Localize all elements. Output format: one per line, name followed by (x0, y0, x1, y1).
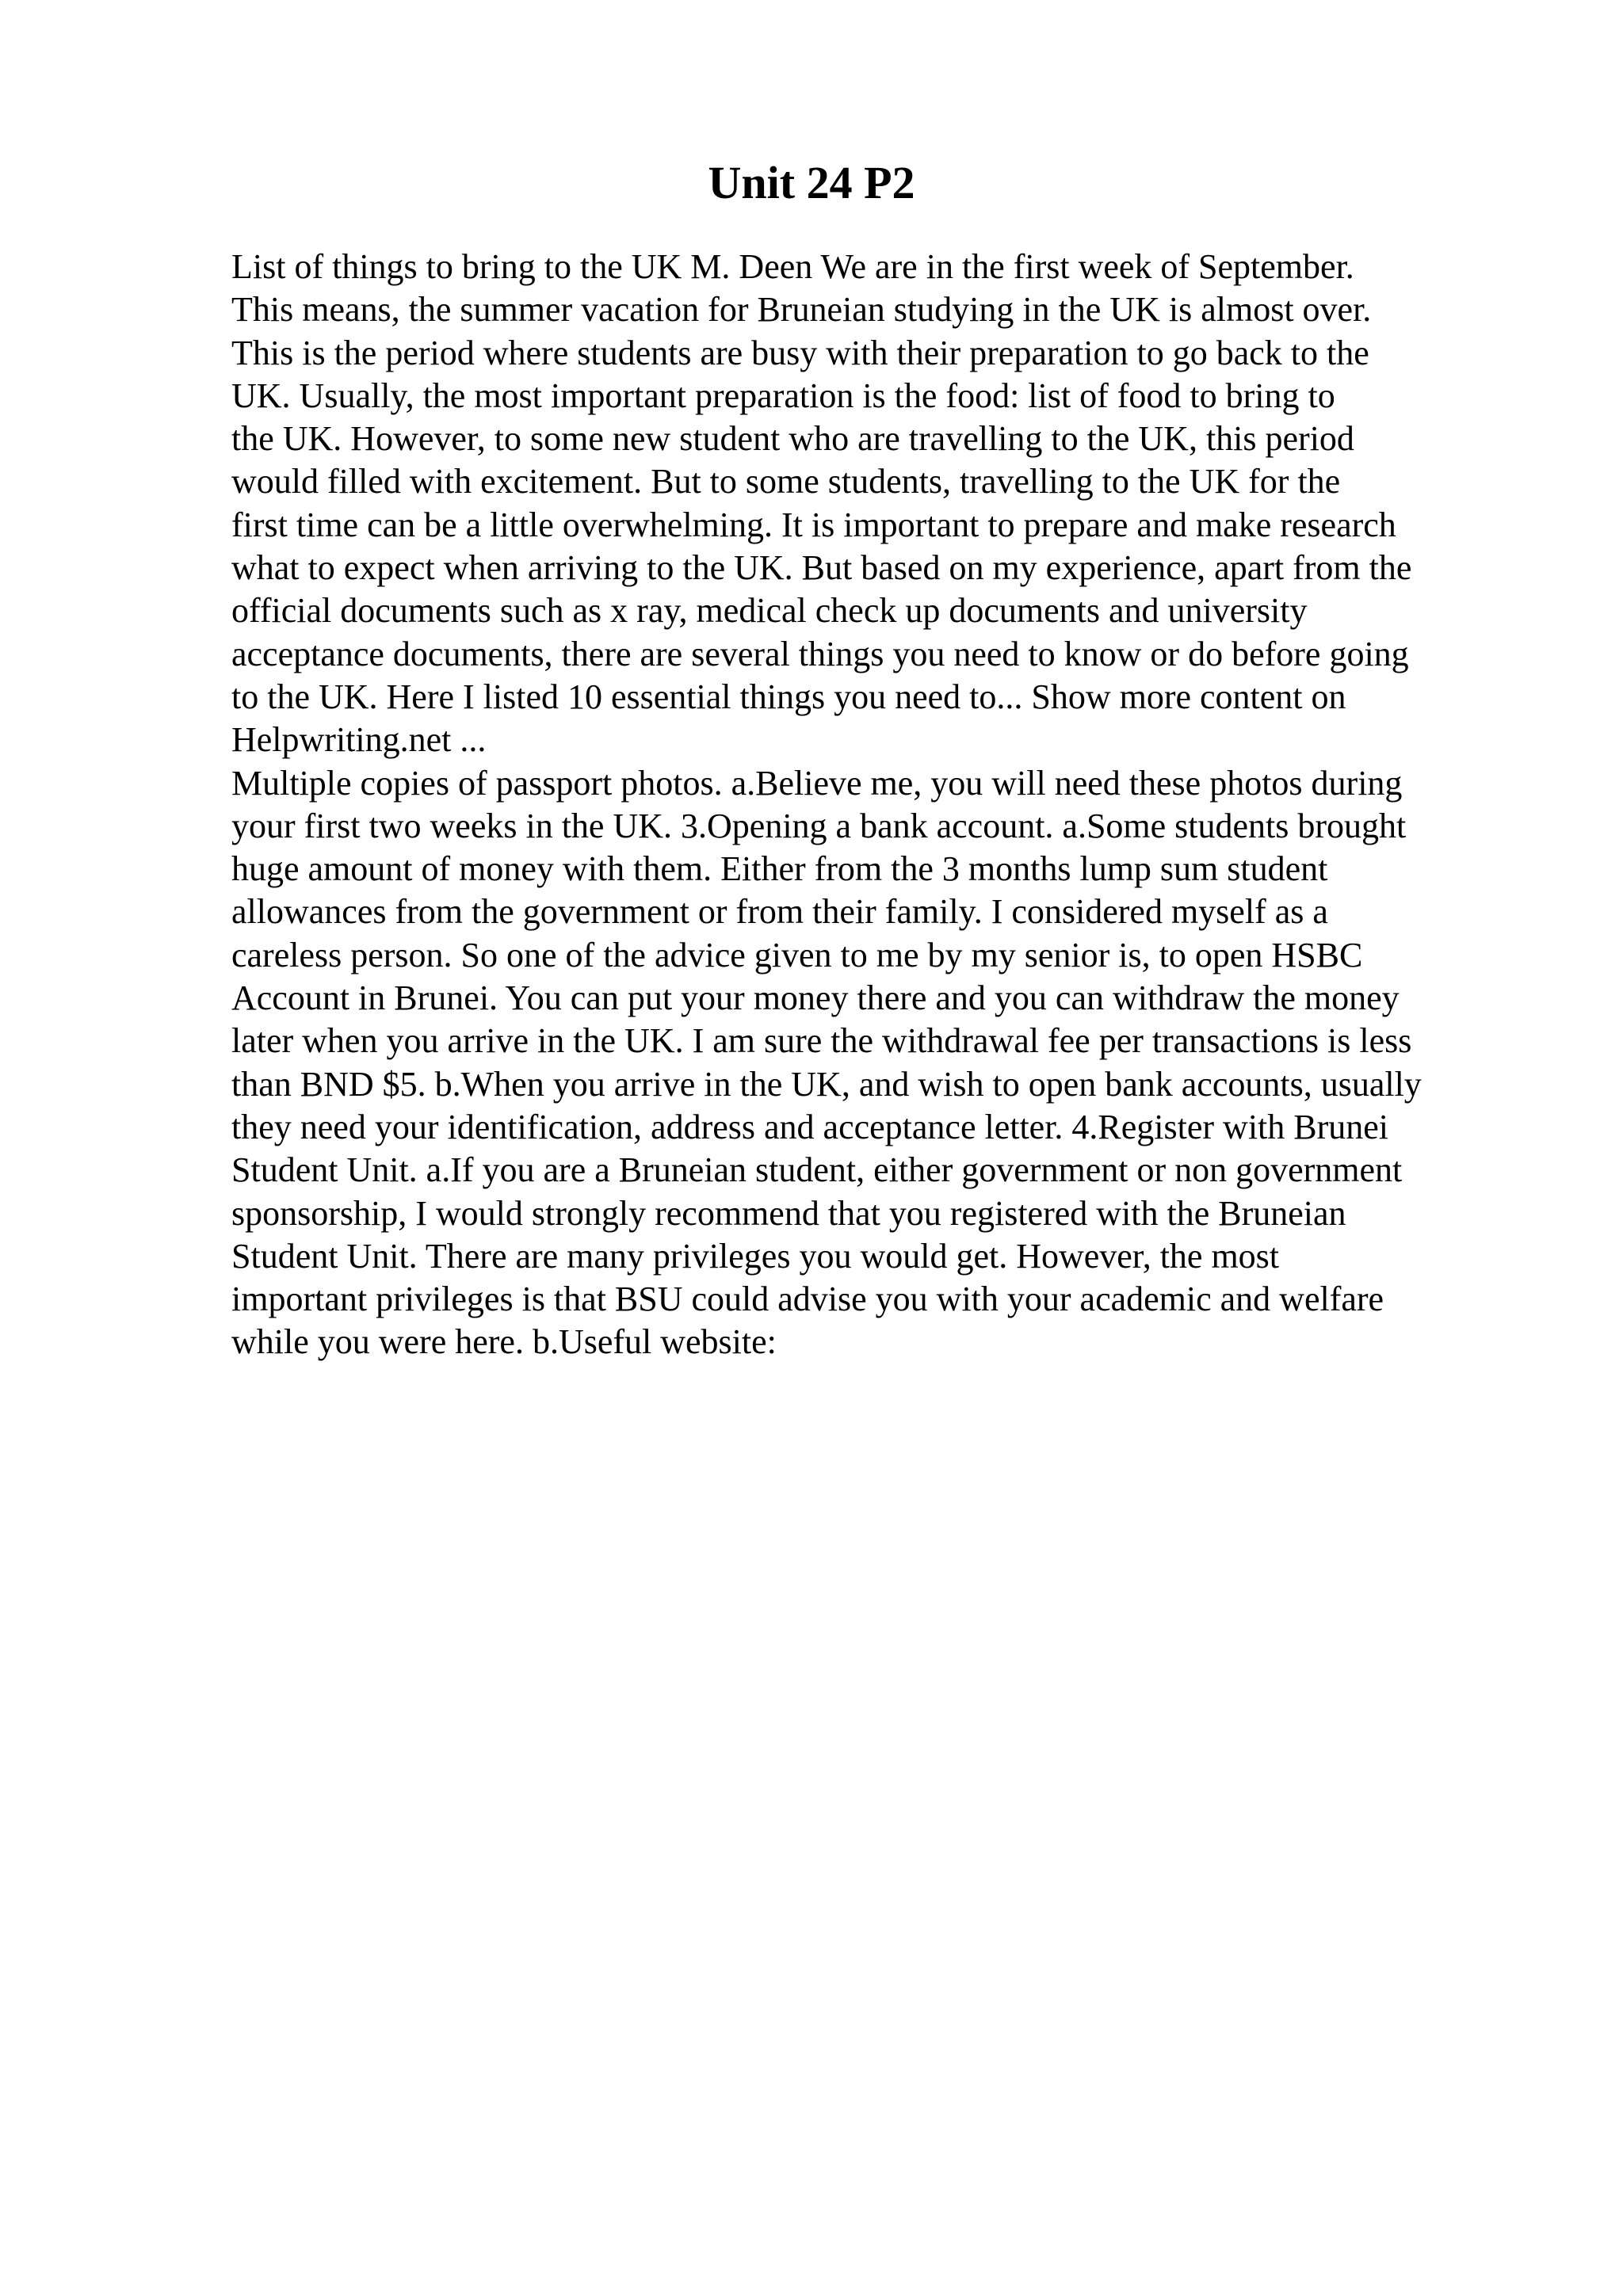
text-line: careless person. So one of the advice given to me by my senior is, to open HSBC (231, 935, 1363, 974)
text-line: This means, the summer vacation for Bruneian studying in the UK is almost over. (231, 290, 1372, 330)
text-line: first time can be a little overwhelming. It is important to prepare and make research (231, 505, 1396, 544)
text-line: huge amount of money with them. Either from the 3 months lump sum student (231, 849, 1328, 889)
text-line: Student Unit. a.If you are a Bruneian student, either government or non government (231, 1150, 1403, 1190)
text-line: to the UK. Here I listed 10 essential things you need to... Show more content on (231, 677, 1346, 716)
document-body (231, 246, 1499, 1364)
text-line: sponsorship, I would strongly recommend that you registered with the Bruneian (231, 1193, 1346, 1233)
text-line: acceptance documents, there are several things you need to know or do before going (231, 634, 1409, 673)
text-line: Account in Brunei. You can put your money there and you can withdraw the money (231, 978, 1400, 1018)
body-paragraph (231, 762, 1499, 1364)
text-line: your first two weeks in the UK. 3.Opening a bank account. a.Some students brought (231, 806, 1407, 845)
text-line: List of things to bring to the UK M. Deen We are in the first week of September. (231, 247, 1354, 286)
text-line: what to expect when arriving to the UK. But based on my experience, apart from the (231, 548, 1412, 588)
text-line: Multiple copies of passport photos. a.Believe me, you will need these photos during (231, 763, 1403, 803)
text-line: Helpwriting.net ... (231, 720, 487, 760)
text-line: the UK. However, to some new student who are travelling to the UK, this period (231, 419, 1354, 459)
text-line: later when you arrive in the UK. I am sure the withdrawal fee per transactions is less (231, 1021, 1412, 1061)
text-line: while you were here. b.Useful website: (231, 1322, 777, 1362)
text-line: than BND $5. b.When you arrive in the UK, and wish to open bank accounts, usually (231, 1064, 1422, 1104)
text-line: This is the period where students are busy with their preparation to go back to the (231, 333, 1369, 372)
text-line: important privileges is that BSU could advise you with your academic and welfare (231, 1280, 1384, 1319)
text-line: official documents such as x ray, medical check up documents and university (231, 591, 1308, 631)
text-line: allowances from the government or from their family. I considered myself as a (231, 892, 1328, 932)
text-line: UK. Usually, the most important preparation is the food: list of food to bring to (231, 376, 1335, 415)
text-line: they need your identification, address and acceptance letter. 4.Register with Brunei (231, 1107, 1389, 1146)
body-paragraph (231, 246, 1499, 762)
text-line: Student Unit. There are many privileges you would get. However, the most (231, 1236, 1280, 1276)
text-line: would filled with excitement. But to some students, travelling to the UK for the (231, 462, 1341, 502)
page-title: Unit 24 P2 (708, 157, 915, 208)
